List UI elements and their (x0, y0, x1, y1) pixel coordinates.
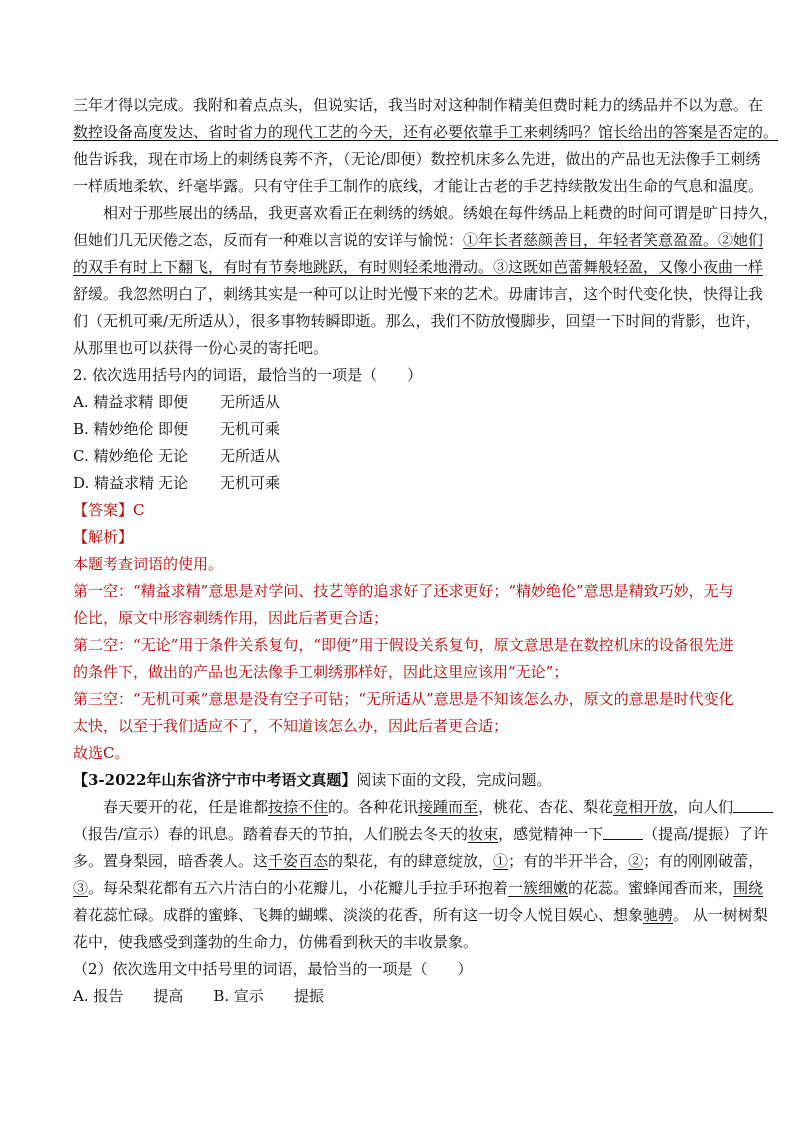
section3-line4: ③。每朵梨花都有五六片洁白的小花瓣儿，小花瓣儿手拉手环抱着一簇细嫩的花蕊。蜜蜂闻香而来，围绕 (73, 879, 764, 897)
passage1-underlined-question: 数控设备高度发达、省时省力的现代工艺的今天，还有必要依靠手工来刺绣吗？馆长给出的答案是否定的。 (73, 123, 779, 141)
analysis-line5: 的条件下，做出的产品也无法像手工刺绣那样好，因此这里应该用“无论”； (73, 663, 569, 681)
option-c: C. 精妙绝伦 无论 无所适从 (73, 447, 281, 465)
option-b: B. 精妙绝伦 即便 无机可乘 (73, 420, 281, 438)
analysis-line6: 第三空：“无机可乘”意思是没有空子可钻；“无所适从”意思是不知该怎么办，原文的意思是时代变化 (73, 690, 734, 708)
passage1-line9: 们（无机可乘/无所适从），很多事物转瞬即逝。那么，我们不防放慢脚步，回望一下时间的背影，也许， (73, 312, 761, 330)
question-2-stem: 2. 依次选用括号内的词语，最恰当的一项是（ ） (73, 366, 423, 384)
section3-heading: 【3-2022年山东省济宁市中考语文真题】阅读下面的文段，完成问题。 (73, 771, 552, 789)
passage1-line7: 的双手有时上下翻飞，有时有节奏地跳跃，有时则轻柔地滑动。③这既如芭蕾舞般轻盈，又像小夜曲一样 (73, 258, 764, 276)
question-3-2-stem: （2）依次选用文中括号里的词语，最恰当的一项是（ ） (73, 960, 473, 978)
section3-line5: 着花蕊忙碌。成群的蜜蜂、飞舞的蝴蝶、淡淡的花香，所有这一切令人悦目娱心、想象驰骋。 从一树树梨 (73, 906, 768, 924)
option-a: A. 精益求精 即便 无所适从 (73, 393, 281, 411)
analysis-line2: 第一空：“精益求精”意思是对学问、技艺等的追求好了还求更好；“精妙绝伦”意思是精致巧妙，无与 (73, 582, 734, 600)
section3-line3: 多。置身梨园，暗香袭人。这千姿百态的梨花，有的肆意绽放，①；有的半开半合，②；有的刚刚破蕾， (73, 852, 764, 870)
passage1-line4: 一样质地柔软、纤毫毕露。只有守住手工制作的底线，才能让古老的手艺持续散发出生命的气息和温度。 (73, 177, 764, 195)
analysis-line8: 故选C。 (73, 744, 130, 762)
analysis-line4: 第二空：“无论”用于条件关系复句，“即便”用于假设关系复句，原文意思是在数控机床的设备很先进 (73, 636, 734, 654)
option-d: D. 精益求精 无论 无机可乘 (73, 474, 281, 492)
question-3-2-options: A. 报告 提高 B. 宣示 提振 (73, 987, 324, 1005)
answer-line: 【答案】C (73, 501, 145, 519)
passage1-line1: 三年才得以完成。我附和着点点头，但说实话，我当时对这种制作精美但费时耗力的绣品并不以为意。在 (73, 96, 764, 114)
passage1-line2 (73, 119, 779, 146)
document-page (73, 92, 779, 1010)
passage1-line3: 他告诉我，现在市场上的刺绣良莠不齐，（无论/即便）数控机床多么先进，做出的产品也无法像手工刺绣 (73, 150, 761, 168)
passage1-line5: 相对于那些展出的绣品，我更喜欢看正在刺绣的绣娘。绣娘在每件绣品上耗费的时间可谓是旷日持久， (103, 204, 779, 222)
passage1-line6: 但她们几无厌倦之态，反而有一种难以言说的安详与愉悦：①年长者慈颜善目，年轻者笑意盈盈。②她们 (73, 231, 764, 249)
analysis-line7: 太快，以至于我们适应不了，不知道该怎么办，因此后者更合适； (73, 717, 509, 735)
passage1-line8: 舒缓。我忽然明白了，刺绣其实是一种可以让时光慢下来的艺术。毋庸讳言，这个时代变化快，快得让我 (73, 285, 764, 303)
section3-line2: （报告/宣示）春的讯息。踏着春天的节拍，人们脱去冬天的妆束，感觉精神一下 （提高/提振）了许 (73, 825, 769, 843)
analysis-line1: 本题考查词语的使用。 (73, 555, 224, 573)
analysis-heading: 【解析】 (73, 528, 134, 546)
section3-line6: 花中，使我感受到蓬勃的生命力，仿佛看到秋天的丰收景象。 (73, 933, 479, 951)
analysis-line3: 伦比，原文中形容刺绣作用，因此后者更合适； (73, 609, 389, 627)
passage1-line10: 从那里也可以获得一份心灵的寄托吧。 (73, 339, 329, 357)
section3-line1: 春天要开的花，任是谁都按捺不住的。各种花讯接踵而至，桃花、杏花、梨花竞相开放，向人们 (73, 794, 725, 821)
blank-2 (603, 824, 643, 840)
blank-1 (733, 797, 773, 813)
